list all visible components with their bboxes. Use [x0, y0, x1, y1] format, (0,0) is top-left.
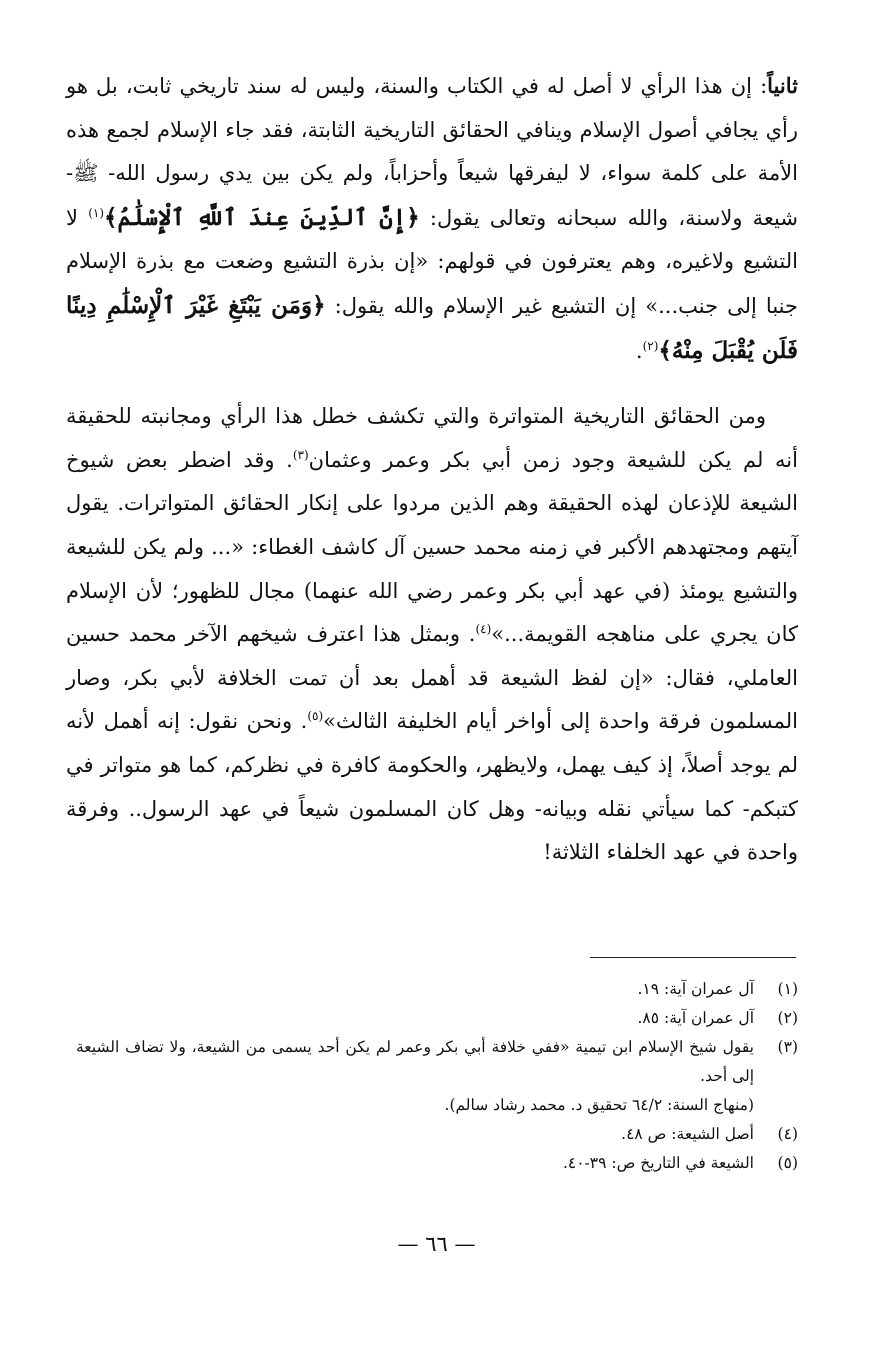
footnote-ref-4: (٤): [475, 622, 492, 637]
footnote-number: (١): [777, 980, 798, 998]
paragraph-1-text-1: : إن هذا الرأي لا أصل له في الكتاب والسنة، وليس له سند تاريخي ثابت، بل هو رأي يجافي أصول الإسلام وينافي الحقائق التاريخية الثابتة، فقد جاء الإسلام لجمع هذه الأمة على كلمة سواء، لا ليفرقها شيعاً وأحزاباً، ولم يكن بين يدي رسول الله- ﷺ- شيعة ولاسنة، والله سبحانه وتعالى يقول:: [66, 74, 798, 230]
footnote-3: [76, 1033, 798, 1091]
paragraph-1-text-3: .: [635, 338, 643, 363]
footnote-number: (٥): [777, 1154, 798, 1172]
footnote-ref-1: (١): [88, 205, 105, 220]
paragraph-2-text-2: . وقد اضطر بعض شيوخ الشيعة للإذعان لهذه الحقيقة وهم الذين مردوا على إنكار الحقائق المتواترات. يقول آيتهم ومجتهدهم الأكبر في زمنه محمد حسين آل كاشف الغطاء: «... ولم يكن للشيعة والتشيع يومئذ (في عهد أبي بكر وعمر رضي الله عنهما) مجال للظهور؛ لأن الإسلام كان يجري على مناهجه القويمة...»: [66, 447, 798, 647]
paragraph-1: [66, 64, 798, 373]
footnote-text: آل عمران آية: ١٩.: [637, 980, 754, 998]
quran-verse-1: ﴿إِنَّ ٱلدِّينَ عِندَ ٱللَّهِ ٱلْإِسْلَٰمُ﴾: [104, 203, 420, 231]
footnote-divider: [590, 957, 796, 958]
footnote-text: يقول شيخ الإسلام ابن تيمية «ففي خلافة أبي بكر وعمر لم يكن أحد يسمى من الشيعة، ولا تضاف الشيعة إلى أحد.: [76, 1038, 754, 1085]
paragraph-2-text-1: ومن الحقائق التاريخية المتواترة والتي تكشف خطل هذا الرأي ومجانبته للحقيقة أنه لم يكن للشيعة وجود زمن أبي بكر وعمر وعثمان: [66, 404, 798, 472]
footnote-text: أصل الشيعة: ص ٤٨.: [621, 1125, 754, 1143]
footnote-ref-2: (٢): [642, 338, 659, 353]
footnotes: [76, 975, 798, 1178]
paragraph-1-lead: ثانياً: [767, 73, 798, 98]
paragraph-2-text-4: . ونحن نقول: إنه أهمل لأنه لم يوجد أصلاً، إذ كيف يهمل، ولايظهر، والحكومة كافرة في نظركم، كما هو متواتر في كتبكم- كما سيأتي نقله وبيانه- وهل كان المسلمون شيعاً في عهد الرسول.. وفرقة واحدة في عهد الخلفاء الثلاثة!: [66, 709, 798, 865]
footnote-ref-5: (٥): [307, 709, 324, 724]
footnote-number: (٢): [777, 1009, 798, 1027]
paragraph-2-text-3: . وبمثل هذا اعترف شيخهم الآخر محمد حسين العاملي، فقال: «إن لفظ الشيعة قد أهمل بعد أن تمت الخلافة لأبي بكر، وصار المسلمون فرقة واحدة إلى أواخر أيام الخليفة الثالث»: [66, 622, 799, 734]
footnote-2: [76, 1004, 798, 1033]
footnote-number: (٣): [777, 1038, 798, 1056]
footnote-number: (٤): [777, 1125, 798, 1143]
footnote-1: [76, 975, 798, 1004]
footnote-ref-3: (٣): [292, 447, 309, 462]
footnote-3-source: (منهاج السنة: ٦٤/٢ تحقيق د. محمد رشاد سالم).: [444, 1096, 754, 1114]
page-number: — ٦٦ —: [397, 1232, 476, 1256]
paragraph-1-text-2: لا التشيع ولاغيره، وهم يعترفون في قولهم: «إن بذرة التشيع وضعت مع بذرة الإسلام جنبا إلى جنب...» إن التشيع غير الإسلام والله يقول:: [66, 205, 798, 318]
paragraph-2: [66, 395, 798, 875]
footnote-5: [76, 1149, 798, 1178]
footnote-text: آل عمران آية: ٨٥.: [637, 1009, 754, 1027]
footnote-4: [76, 1120, 798, 1149]
quran-verse-2: ﴿وَمَن يَبْتَغِ غَيْرَ ٱلْإِسْلَٰمِ دِينًا فَلَن يُقْبَلَ مِنْهُ﴾: [66, 291, 798, 364]
footnote-text: الشيعة في التاريخ ص: ٣٩-٤٠.: [562, 1154, 754, 1172]
main-text: [66, 64, 798, 875]
